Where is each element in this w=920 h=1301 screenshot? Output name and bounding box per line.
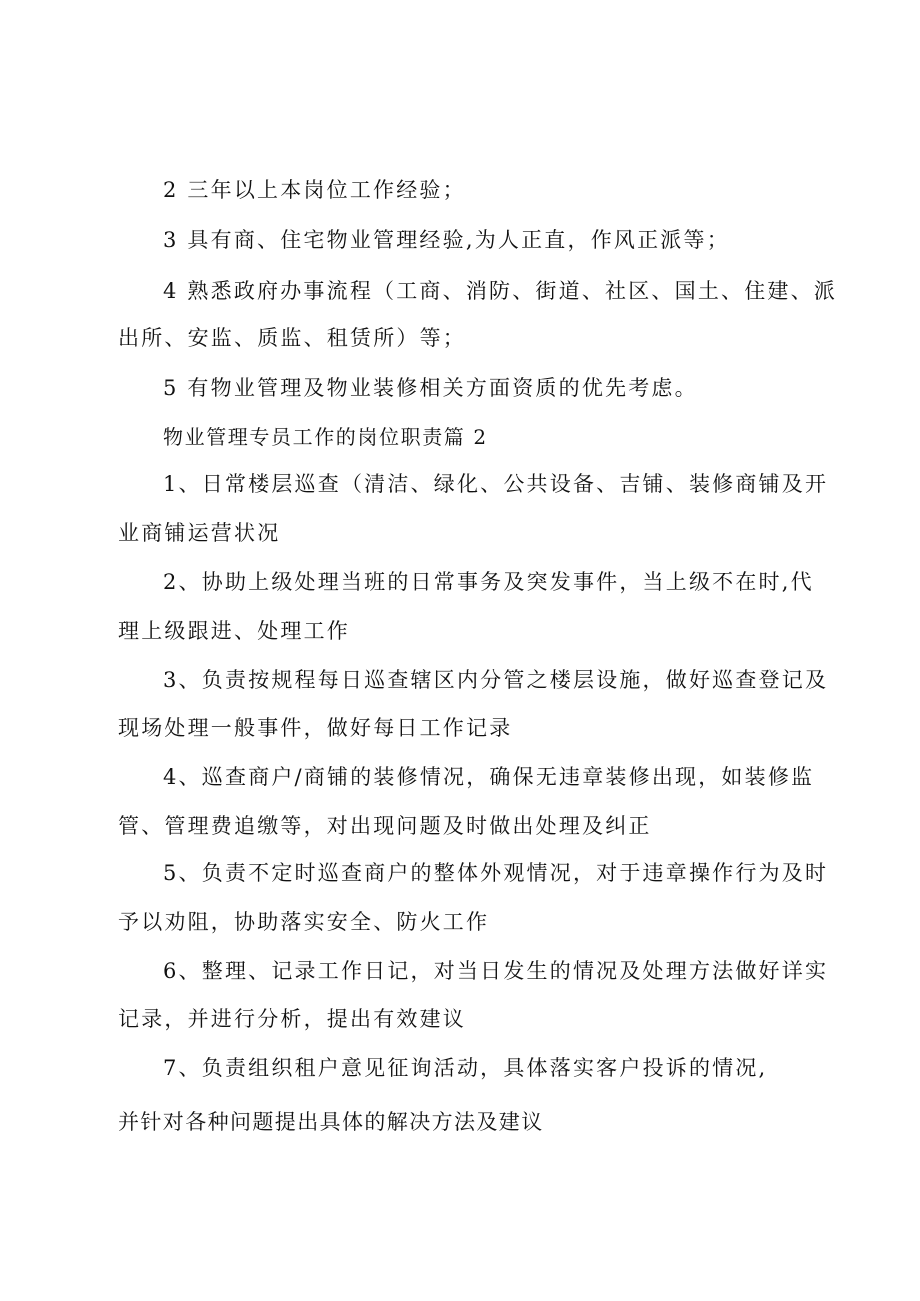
duty-5-line-2: 予以劝阻，协助落实安全、防火工作	[118, 910, 490, 934]
duty-1-line-1: 1、日常楼层巡查（清洁、绿化、公共设备、吉铺、装修商铺及开	[163, 472, 829, 496]
duty-7-line-2: 并针对各种问题提出具体的解决方法及建议	[118, 1110, 544, 1134]
duty-6-line-1: 6、整理、记录工作日记，对当日发生的情况及处理方法做好详实	[163, 959, 829, 983]
duty-3-line-2: 现场处理一般事件，做好每日工作记录	[118, 716, 513, 740]
duty-3-line-1: 3、负责按规程每日巡查辖区内分管之楼层设施，做好巡查登记及	[163, 668, 829, 692]
duty-7-line-1: 7、负责组织租户意见征询活动，具体落实客户投诉的情况,	[163, 1056, 768, 1080]
duty-2-line-2: 理上级跟进、处理工作	[118, 619, 350, 643]
duty-4-line-1: 4、巡查商户/商铺的装修情况，确保无违章装修出现，如装修监	[163, 765, 815, 789]
duty-2-line-1: 2、协助上级处理当班的日常事务及突发事件，当上级不在时,代	[163, 570, 814, 594]
requirement-5: 5 有物业管理及物业装修相关方面资质的优先考虑。	[163, 376, 698, 400]
requirement-4-line-2: 出所、安监、质监、租赁所）等；	[118, 326, 466, 350]
section-heading: 物业管理专员工作的岗位职责篇 2	[163, 425, 488, 449]
duty-5-line-1: 5、负责不定时巡查商户的整体外观情况，对于违章操作行为及时	[163, 861, 829, 885]
duty-1-line-2: 业商铺运营状况	[118, 521, 281, 545]
duty-6-line-2: 记录，并进行分析，提出有效建议	[118, 1007, 466, 1031]
requirement-3: 3 具有商、住宅物业管理经验,为人正直，作风正派等；	[163, 228, 730, 252]
requirement-4-line-1: 4 熟悉政府办事流程（工商、消防、街道、社区、国土、住建、派	[163, 279, 838, 303]
requirement-2: 2 三年以上本岗位工作经验；	[163, 178, 466, 202]
duty-4-line-2: 管、管理费追缴等，对出现问题及时做出处理及纠正	[118, 814, 652, 838]
